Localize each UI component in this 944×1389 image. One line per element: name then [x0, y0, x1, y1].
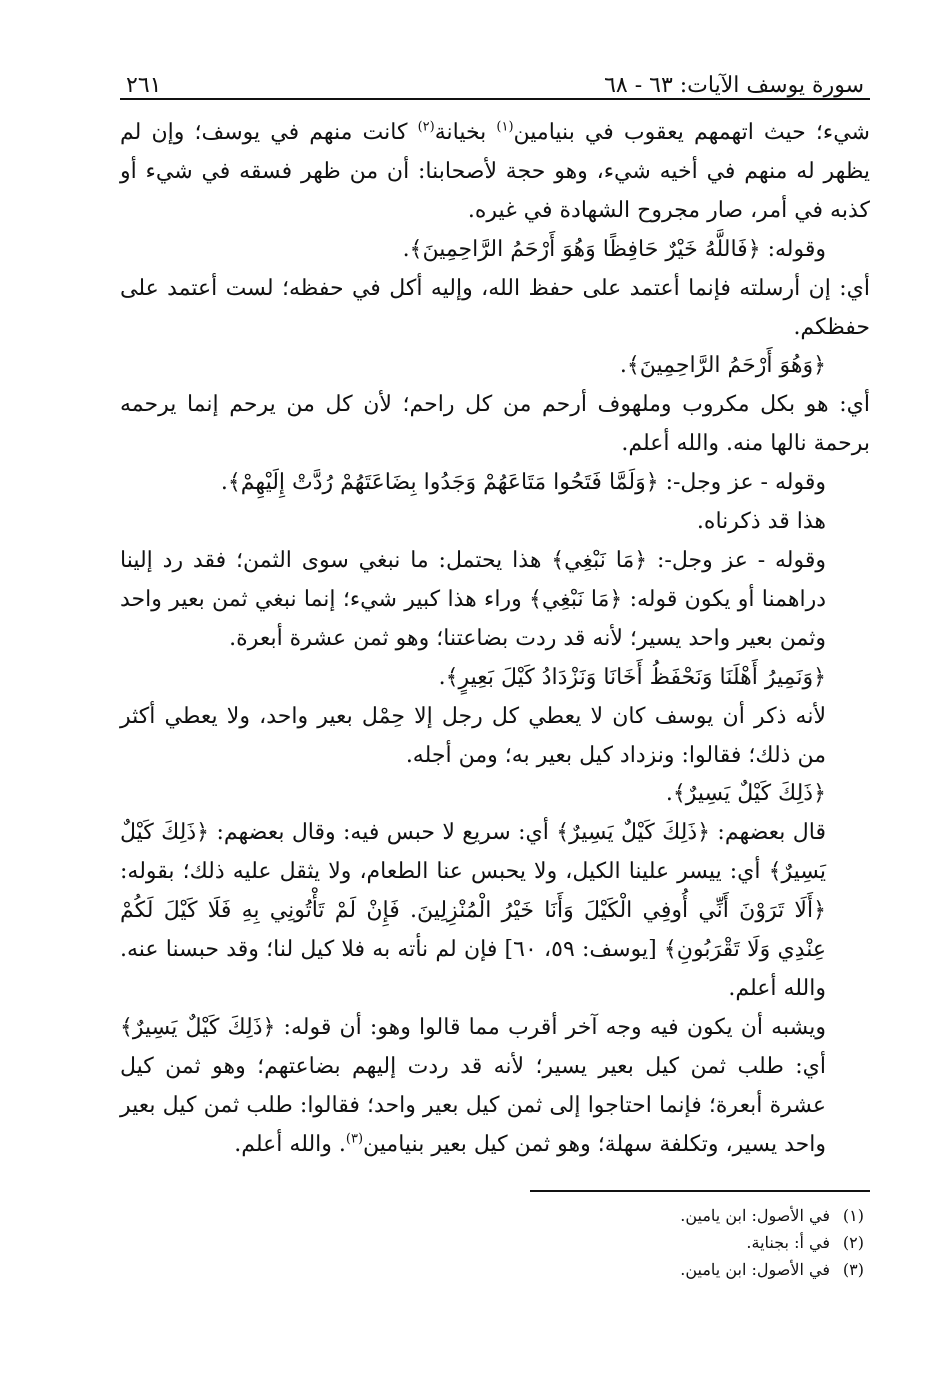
footnote — [120, 1202, 870, 1229]
running-header — [120, 58, 870, 100]
footnote-divider — [530, 1190, 870, 1192]
footnote-ref: (٢) — [417, 119, 435, 135]
footnote-number: (١) — [842, 1206, 864, 1226]
footnote — [120, 1256, 870, 1283]
footnote-number: (٢) — [842, 1233, 864, 1253]
paragraph: ويشبه أن يكون فيه وجه آخر أقرب مما قالوا وهو: أن قوله: ﴿ذَلِكَ كَيْلٌ يَسِيرٌ﴾ أي: طلب ثمن كيل بعير يسير؛ لأنه قد ردت إليهم بضاعتهم؛ وهو ثمن كيل عشرة أبعرة؛ فإنما احتاجوا إلى ثمن كيل بعير واحد؛ فقالوا: طلب ثمن كيل بعير واحد يسير، وتكلفة سهلة؛ وهو ثمن كيل بعير بنيامين$^{(٣)}$. والله أعلم. — [120, 1014, 826, 1157]
verse-quote: ﴿وَنَمِيرُ أَهْلَنَا وَنَحْفَظُ أَخَانَا وَنَزْدَادُ كَيْلَ بَعِيرٍ﴾. — [438, 664, 826, 690]
paragraph: قال بعضهم: ﴿ذَلِكَ كَيْلٌ يَسِيرٌ﴾ أي: سريع لا حبس فيه: وقال بعضهم: ﴿ذَلِكَ كَيْلٌ يَسِيرٌ﴾ أي: ييسر علينا الكيل، ولا يحبس عنا الطعام، ولا يثقل عليه ذلك؛ بقوله: ﴿أَلَا تَرَوْنَ أَنِّي أُوفِي الْكَيْلَ وَأَنَا خَيْرُ الْمُنْزِلِينَ. فَإِنْ لَمْ تَأْتُونِي بِهِ فَلَا كَيْلَ لَكُمْ عِنْدِي وَلَا تَقْرَبُونِ﴾ [يوسف: ٥٩، ٦٠] فإن لم نأته به فلا كيل لنا؛ وقد حبسنا عنه. والله أعلم. — [120, 820, 826, 1001]
paragraph: أي: إن أرسلته فإنما أعتمد على حفظ الله، وإليه أكل في حفظه؛ لست أعتمد على حفظكم. — [120, 275, 870, 340]
paragraph: أي: هو بكل مكروب وملهوف أرحم من كل راحم؛ لأن كل من يرحم إنما يرحمه برحمة نالها منه. والله أعلم. — [120, 392, 870, 457]
paragraph: وقوله: ﴿فَاللَّهُ خَيْرٌ حَافِظًا وَهُوَ أَرْحَمُ الرَّاحِمِينَ﴾. — [402, 236, 826, 262]
footnote-ref: (٣) — [345, 1131, 364, 1147]
book-page — [120, 58, 870, 1348]
footnote — [120, 1229, 870, 1256]
footnote-text: في الأصول: ابن يامين. — [680, 1260, 830, 1280]
page-number: ٢٦١ — [126, 73, 162, 98]
paragraph: وقوله - عز وجل-: ﴿وَلَمَّا فَتَحُوا مَتَاعَهُمْ وَجَدُوا بِضَاعَتَهُمْ رُدَّتْ إِلَيْهِمْ﴾. — [220, 470, 826, 496]
paragraph: شيء؛ حيث اتهمهم يعقوب في بنيامين$^{(١)}$ بخيانة$^{(٢)}$ كانت منهم في يوسف؛ وإن لم يظهر له منهم في أخيه شيء، وهو حجة لأصحابنا: أن من ظهر فسقه في شيء أو كذبه في أمر، صار مجروح الشهادة في غيره. — [120, 119, 870, 223]
main-text — [120, 114, 870, 1164]
paragraph: وقوله - عز وجل-: ﴿مَا نَبْغِي﴾ هذا يحتمل: ما نبغي سوى الثمن؛ فقد رد إلينا دراهمنا أو يكون قوله: ﴿مَا نَبْغِي﴾ وراء هذا كبير شيء؛ إنما نبغي ثمن بعير واحد وثمن بعير واحد يسير؛ لأنه قد ردت بضاعتنا؛ وهو ثمن عشرة أبعرة. — [120, 547, 826, 651]
paragraph: هذا قد ذكرناه. — [696, 509, 826, 535]
verse-quote: ﴿ذَلِكَ كَيْلٌ يَسِيرٌ﴾. — [665, 781, 826, 807]
paragraph: لأنه ذكر أن يوسف كان لا يعطي كل رجل إلا حِمْل بعير واحد، ولا يعطي أكثر من ذلك؛ فقالوا: ونزداد كيل بعير به؛ ومن أجله. — [120, 703, 826, 768]
footnote-number: (٣) — [842, 1260, 864, 1280]
footnote-text: في الأصول: ابن يامين. — [680, 1206, 830, 1226]
verse-quote: ﴿وَهُوَ أَرْحَمُ الرَّاحِمِينَ﴾. — [619, 353, 826, 379]
footnotes — [120, 1202, 870, 1283]
footnote-ref: (١) — [496, 119, 514, 135]
footnote-text: في أ: بجناية. — [746, 1233, 830, 1253]
chapter-title: سورة يوسف الآيات: ٦٣ - ٦٨ — [604, 73, 864, 98]
